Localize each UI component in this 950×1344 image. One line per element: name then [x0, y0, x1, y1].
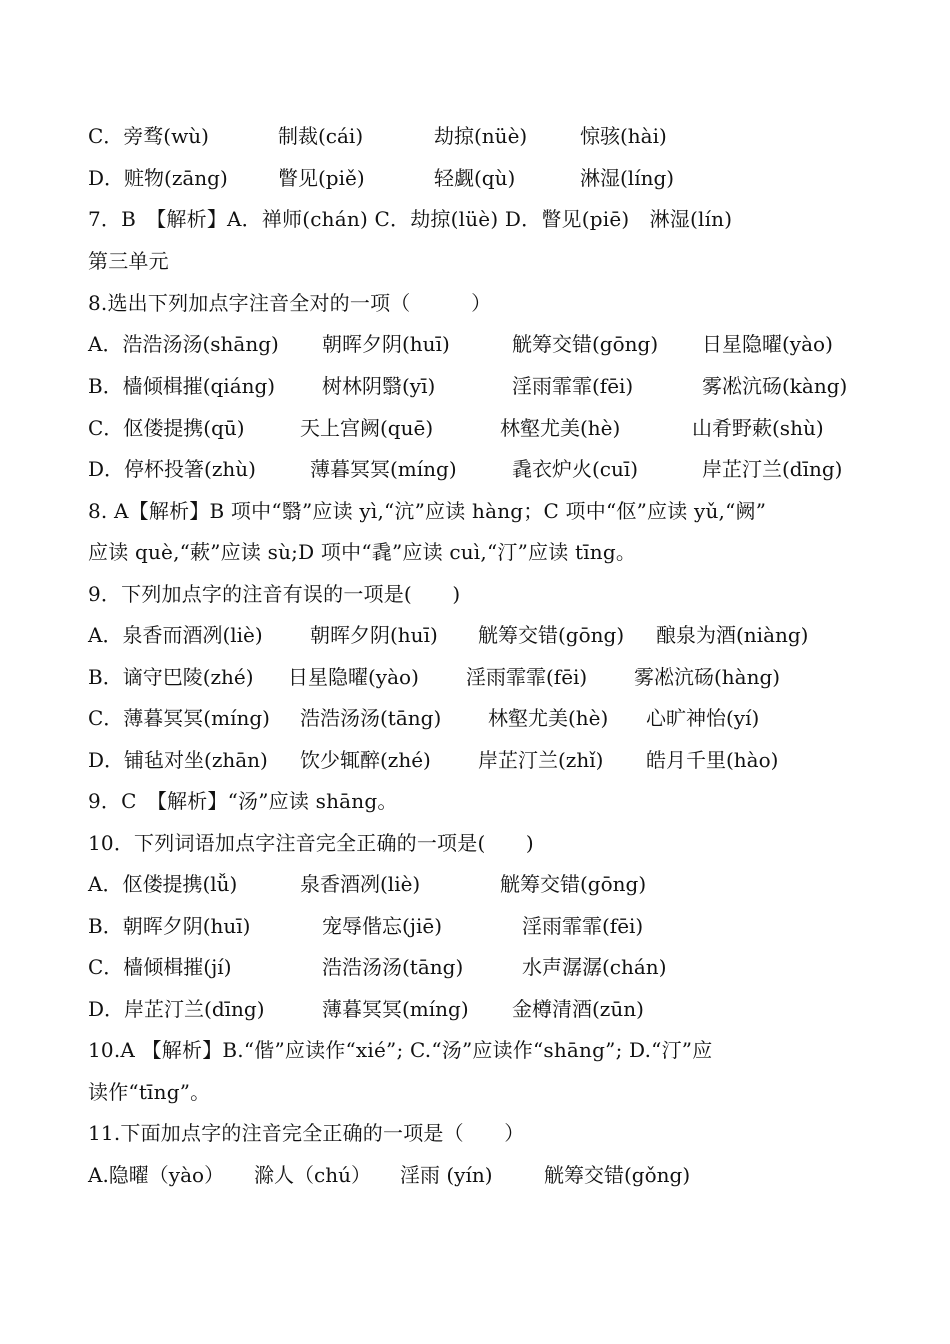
option-text: A．伛偻提携(lǚ) [88, 872, 238, 896]
option-text: 薄暮冥冥(míng) [322, 997, 469, 1021]
answer-explanation: 读作“tīng”。 [88, 1080, 211, 1104]
option-text: 岸芷汀兰(dīng) [702, 457, 843, 481]
option-text: C．薄暮冥冥(míng) [88, 706, 270, 730]
option-text: 朝晖夕阴(huī) [310, 623, 438, 647]
option-text: D．铺毡对坐(zhān) [88, 748, 268, 772]
option-text: 滁人（chú） [254, 1163, 371, 1187]
answer-explanation: 9．C 【解析】“汤”应读 shāng。 [88, 789, 398, 813]
option-text: 瞥见(piě) [278, 166, 365, 190]
option-text: 林壑尤美(hè) [488, 706, 609, 730]
option-text: D．停杯投箸(zhù) [88, 457, 256, 481]
option-text: A．泉香而酒冽(liè) [88, 623, 263, 647]
option-text: 饮少辄醉(zhé) [300, 748, 431, 772]
question-stem: 8.选出下列加点字注音全对的一项（ ） [88, 291, 492, 315]
option-text: 淫雨霏霏(fēi) [466, 665, 588, 689]
option-text: 浩浩汤汤(tāng) [300, 706, 442, 730]
option-text: 泉香酒冽(liè) [300, 872, 421, 896]
option-text: 觥筹交错(gōng) [512, 332, 659, 356]
option-text: 淋湿(líng) [580, 166, 675, 190]
option-text: 浩浩汤汤(tāng) [322, 955, 464, 979]
option-text: 酿泉为酒(niàng) [656, 623, 809, 647]
option-text: 薄暮冥冥(míng) [310, 457, 457, 481]
option-text: 岸芷汀兰(zhǐ) [478, 748, 604, 772]
option-text: 心旷神怡(yí) [646, 706, 760, 730]
option-text: 树林阴翳(yī) [322, 374, 436, 398]
option-text: 觥筹交错(gōng) [500, 872, 647, 896]
option-text: 雾凇沆砀(kàng) [702, 374, 848, 398]
option-text: 劫掠(nüè) [434, 124, 528, 148]
option-text: 轻觑(qù) [434, 166, 516, 190]
option-text: 淫雨 (yín) [400, 1163, 493, 1187]
option-text: 金樽清酒(zūn) [512, 997, 644, 1021]
option-text: 毳衣炉火(cuī) [512, 457, 639, 481]
option-text: D．岸芷汀兰(dīng) [88, 997, 265, 1021]
option-text: 觥筹交错(gǒng) [544, 1163, 691, 1187]
section-title: 第三单元 [88, 249, 169, 273]
option-text: 水声潺潺(chán) [522, 955, 667, 979]
option-text: 制裁(cái) [278, 124, 364, 148]
option-text: 惊骇(hài) [580, 124, 667, 148]
option-text: 雾凇沆砀(hàng) [634, 665, 781, 689]
option-text: 宠辱偕忘(jiē) [322, 914, 443, 938]
answer-explanation: 7．B 【解析】A．禅师(chán) C．劫掠(lüè) D．瞥见(piē) 淋湿(lín) [88, 207, 733, 231]
option-text: C．旁骛(wù) [88, 124, 209, 148]
option-text: 淫雨霏霏(fēi) [512, 374, 634, 398]
question-stem: 10．下列词语加点字注音完全正确的一项是( ) [88, 831, 534, 855]
question-stem: 9．下列加点字的注音有误的一项是( ) [88, 582, 461, 606]
answer-explanation: 10.A 【解析】B.“偕”应读作“xié”; C.“汤”应读作“shāng”; D.“汀”应 [88, 1038, 713, 1062]
option-text: 朝晖夕阴(huī) [322, 332, 450, 356]
option-text: 淫雨霏霏(fēi) [522, 914, 644, 938]
option-text: 山肴野蔌(shù) [692, 416, 824, 440]
answer-explanation: 应读 què,“蔌”应读 sù;D 项中“毳”应读 cuì,“汀”应读 tīng。 [88, 540, 637, 564]
option-text: C．伛偻提携(qū) [88, 416, 245, 440]
option-text: 皓月千里(hào) [646, 748, 779, 772]
option-text: B．樯倾楫摧(qiáng) [88, 374, 276, 398]
question-stem: 11.下面加点字的注音完全正确的一项是（ ） [88, 1121, 525, 1145]
option-text: 林壑尤美(hè) [500, 416, 621, 440]
option-text: A．浩浩汤汤(shāng) [88, 332, 279, 356]
option-text: 天上宫阙(quē) [300, 416, 434, 440]
option-text: C．樯倾楫摧(jí) [88, 955, 232, 979]
option-text: B．朝晖夕阴(huī) [88, 914, 251, 938]
option-text: B．谪守巴陵(zhé) [88, 665, 254, 689]
answer-explanation: 8. A【解析】B 项中“翳”应读 yì,“沆”应读 hàng；C 项中“伛”应读 yǔ,“阙” [88, 499, 767, 523]
option-text: D．赃物(zāng) [88, 166, 228, 190]
option-text: 日星隐曜(yào) [702, 332, 833, 356]
option-text: 日星隐曜(yào) [288, 665, 419, 689]
option-text: A.隐曜（yào） [88, 1163, 225, 1187]
option-text: 觥筹交错(gōng) [478, 623, 625, 647]
